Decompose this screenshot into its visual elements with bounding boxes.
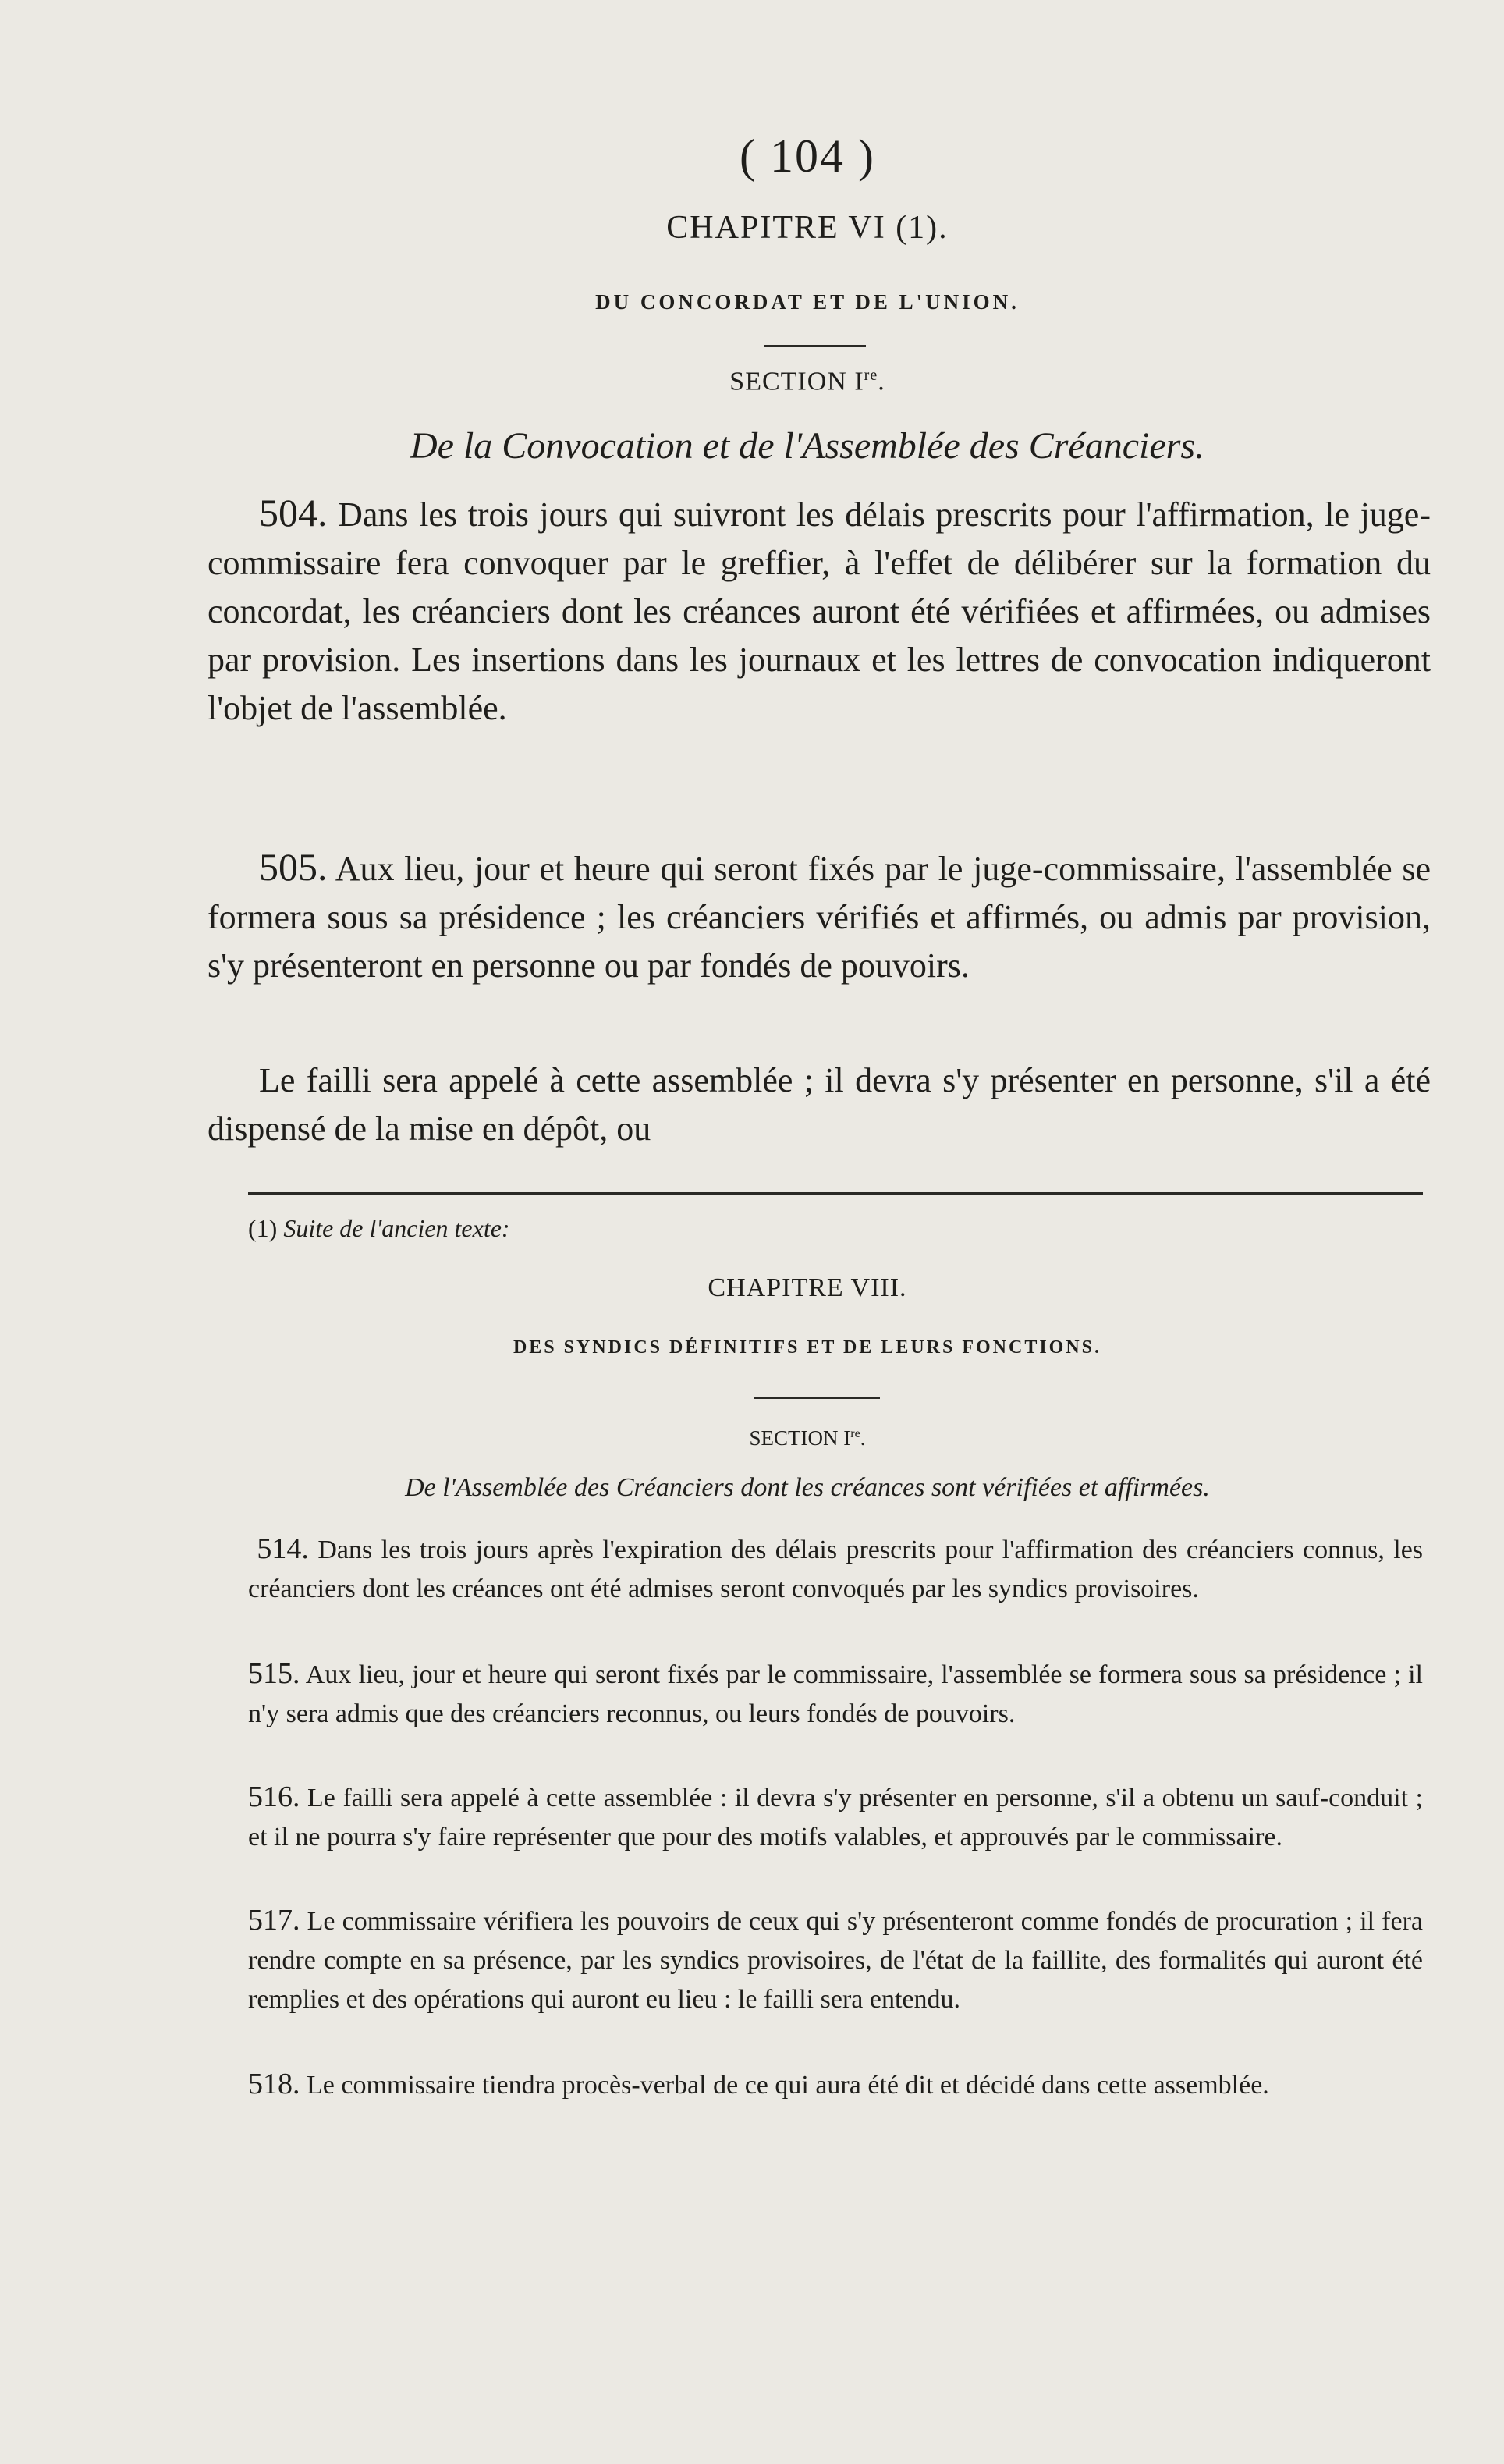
footnote-section-heading: SECTION Ire. [749, 1426, 866, 1450]
article-504 [208, 488, 1431, 733]
article-number: 505. [259, 845, 328, 889]
page-number: ( 104 ) [740, 130, 875, 182]
footnote-section-label: SECTION [749, 1426, 839, 1450]
chapter-title: CHAPITRE VI (1). [666, 210, 949, 246]
article-number: 514. [257, 1532, 309, 1565]
footnote-section-number-suffix: re [850, 1427, 860, 1440]
footnote-divider [754, 1397, 880, 1399]
section-number-suffix: re [864, 367, 878, 384]
footnote-chapter-title: CHAPITRE VIII. [708, 1273, 907, 1302]
chapter-divider [764, 345, 866, 347]
footnote-article-518 [248, 2065, 1423, 2105]
article-text: Le commissaire tiendra procès-verbal de ce qui aura été dit et décidé dans cette assemblée. [307, 2071, 1269, 2100]
article-text: Le commissaire vérifiera les pouvoirs de ceux qui s'y présenteront comme fondés de procuration ; il fera rendre compte en sa présence, par les syndics provisoires, de l'état de la faillite, des formalités qui auront été remplies et des opérations qui auront eu lieu : le failli sera entendu. [248, 1907, 1423, 2014]
article-number: 517. [248, 1904, 300, 1937]
article-text: Aux lieu, jour et heure qui seront fixés par le commissaire, l'assemblée se formera sous sa présidence ; il n'y sera admis que des créanciers reconnus, ou leurs fondés de pouvoirs. [248, 1660, 1423, 1728]
section-label: SECTION [729, 367, 847, 396]
footnote-mark: (1) [248, 1214, 278, 1242]
paragraph-failli [208, 1056, 1431, 1153]
footnote-intro-text: Suite de l'ancien texte: [283, 1214, 510, 1242]
footnote-rule [248, 1192, 1423, 1195]
article-number: 516. [248, 1781, 300, 1813]
article-text: Aux lieu, jour et heure qui seront fixés par le juge-commissaire, l'assemblée se formera sous sa présidence ; les créanciers vérifiés et affirmés, ou admis par provision, s'y présenteront en personne ou par fondés de pouvoirs. [208, 850, 1431, 985]
chapter-subtitle: DU CONCORDAT ET DE L'UNION. [595, 290, 1020, 314]
footnote-section-number: I [843, 1426, 851, 1450]
footnote-article-517 [248, 1901, 1423, 2019]
footnote-chapter-subtitle: DES SYNDICS DÉFINITIFS ET DE LEURS FONCTIONS. [513, 1337, 1102, 1358]
footnote-intro [248, 1214, 510, 1243]
article-text: Dans les trois jours qui suivront les délais prescrits pour l'affirmation, le juge-commissaire fera convoquer par le greffier, à l'effet de délibérer sur la formation du concordat, les créanciers dont les créances auront été vérifiées et affirmées, ou admises par provision. Les insertions dans les journaux et les lettres de convocation indiqueront l'objet de l'assemblée. [208, 495, 1431, 727]
paragraph-text: Le failli sera appelé à cette assemblée ; il devra s'y présenter en personne, s'il a été dispensé de la mise en dépôt, ou [208, 1061, 1431, 1148]
article-number: 504. [259, 491, 328, 534]
article-505 [208, 843, 1431, 990]
article-text: Le failli sera appelé à cette assemblée : il devra s'y présenter en personne, s'il a obtenu un sauf-conduit ; et il ne pourra s'y faire représenter que pour des motifs valables, et approuvés par le commissaire. [248, 1784, 1423, 1852]
article-text: Dans les trois jours après l'expiration des délais prescrits pour l'affirmation des créanciers connus, les créanciers dont les créances ont été admises seront convoqués par les syndics provisoires. [248, 1536, 1424, 1603]
footnote-article-516 [248, 1777, 1423, 1857]
footnote-article-515 [248, 1654, 1423, 1734]
section-number: I [854, 367, 864, 396]
footnote-article-514 [248, 1529, 1423, 1609]
footnote-section-title: De l'Assemblée des Créanciers dont les créances sont vérifiées et affirmées. [405, 1473, 1210, 1502]
section-heading: SECTION Ire. [729, 367, 885, 396]
article-number: 515. [248, 1657, 300, 1690]
section-title: De la Convocation et de l'Assemblée des Créanciers. [410, 425, 1205, 467]
article-number: 518. [248, 2068, 300, 2100]
